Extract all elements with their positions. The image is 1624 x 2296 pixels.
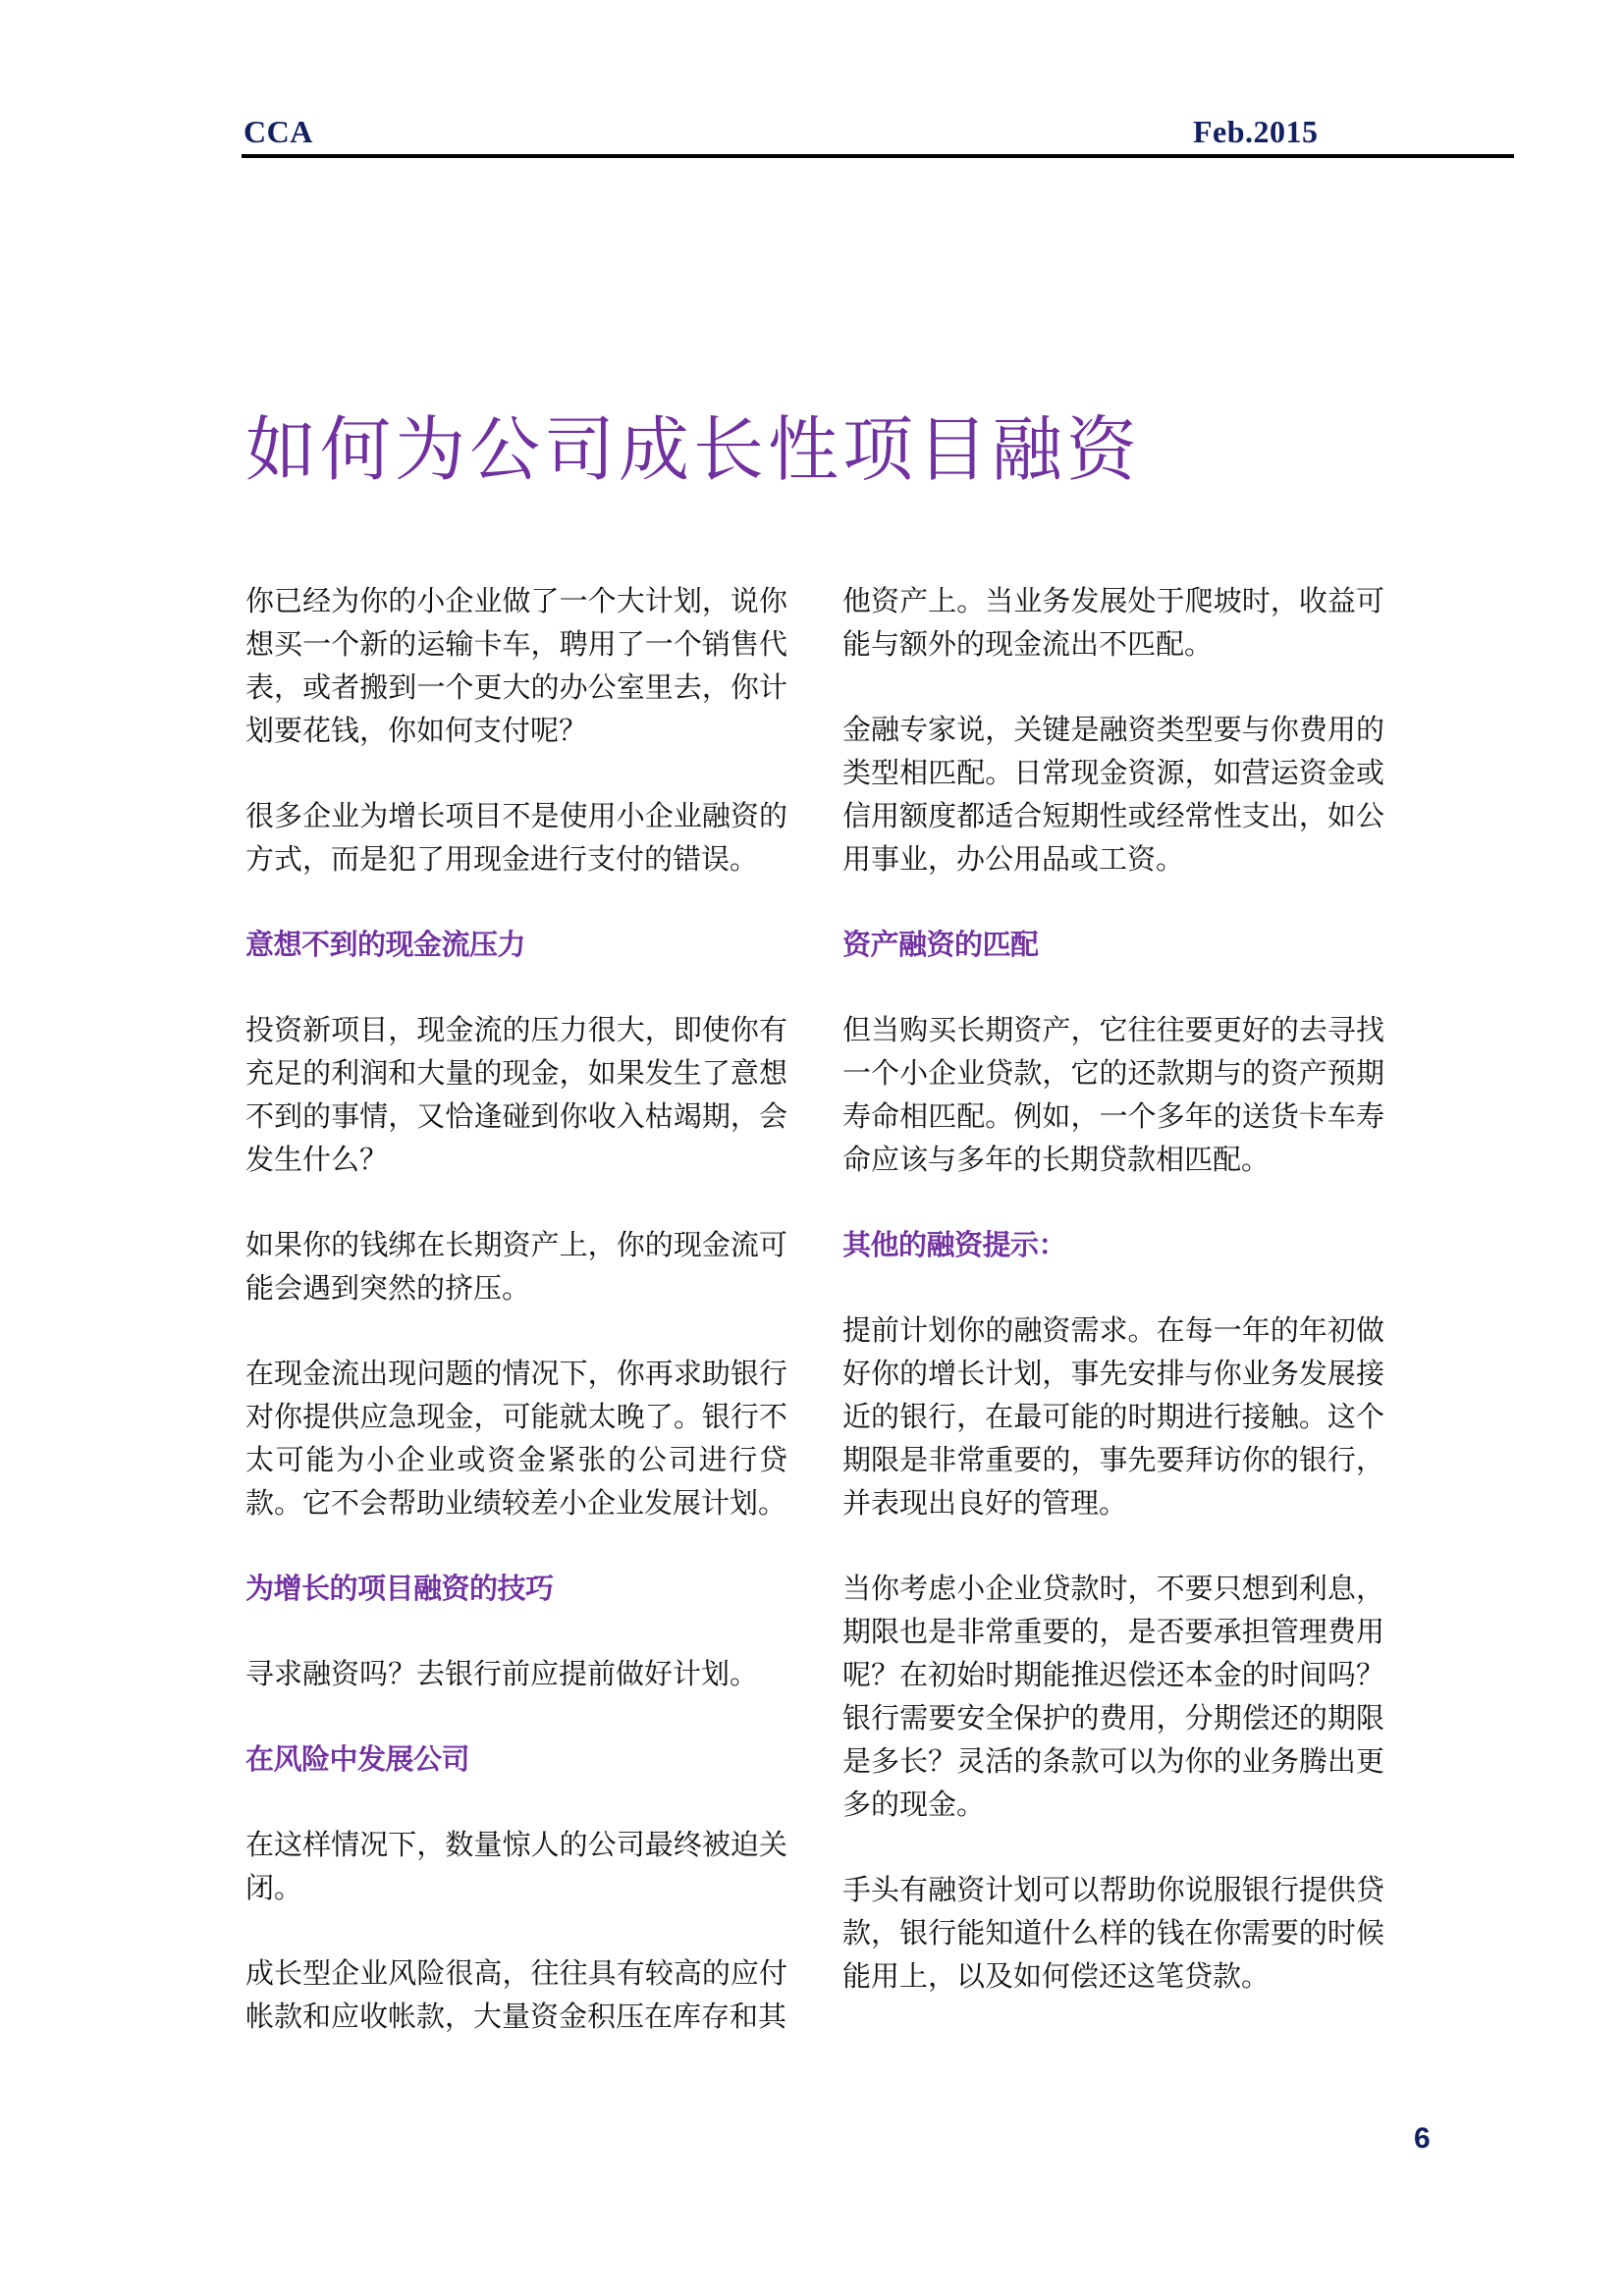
- paragraph: 手头有融资计划可以帮助你说服银行提供贷款，银行能知道什么样的钱在你需要的时候能用上，以及如何偿还这笔贷款。: [842, 1873, 1384, 1993]
- paragraph: 如果你的钱绑在长期资产上，你的现金流可能会遇到突然的挤压。: [245, 1228, 787, 1305]
- paragraph: 金融专家说，关键是融资类型要与你费用的类型相匹配。日常现金资源，如营运资金或信用额度都适合短期性或经常性支出，如公用事业，办公用品或工资。: [842, 713, 1384, 876]
- page-number: 6: [1414, 2122, 1431, 2155]
- section-heading: 在风险中发展公司: [245, 1742, 470, 1776]
- paragraph: 当你考虑小企业贷款时，不要只想到利息，期限也是非常重要的，是否要承担管理费用呢？在初始时期能推迟偿还本金的时间吗？银行需要安全保护的费用，分期偿还的期限是多长？灵活的条款可以为你的业务腾出更多的现金。: [842, 1572, 1384, 1821]
- left-column: [245, 579, 787, 2080]
- section-heading: 资产融资的匹配: [842, 928, 1039, 961]
- paragraph: 寻求融资吗？去银行前应提前做好计划。: [245, 1657, 759, 1690]
- paragraph: 很多企业为增长项目不是使用小企业融资的方式，而是犯了用现金进行支付的错误。: [245, 799, 787, 876]
- paragraph: 在现金流出现问题的情况下，你再求助银行对你提供应急现金，可能就太晚了。银行不太可能为小企业或资金紧张的公司进行贷款。它不会帮助业绩较差小企业发展计划。: [245, 1357, 787, 1520]
- paragraph: 在这样情况下，数量惊人的公司最终被迫关闭。: [245, 1828, 787, 1904]
- header-divider: [242, 154, 1514, 158]
- issue-date: Feb.2015: [1193, 114, 1319, 149]
- section-heading: 为增长的项目融资的技巧: [245, 1572, 554, 1605]
- paragraph: 成长型企业风险很高，往往具有较高的应付帐款和应收帐款，大量资金积压在库存和其: [245, 1956, 787, 2033]
- paragraph: 他资产上。当业务发展处于爬坡时，收益可能与额外的现金流出不匹配。: [842, 584, 1384, 661]
- paragraph: 但当购买长期资产，它往往要更好的去寻找一个小企业贷款，它的还款期与的资产预期寿命相匹配。例如，一个多年的送货卡车寿命应该与多年的长期贷款相匹配。: [842, 1013, 1384, 1176]
- right-column: [842, 579, 1384, 2040]
- section-heading: 意想不到的现金流压力: [245, 928, 526, 961]
- paragraph: 提前计划你的融资需求。在每一年的年初做好你的增长计划，事先安排与你业务发展接近的银行，在最可能的时期进行接触。这个期限是非常重要的，事先要拜访你的银行，并表现出良好的管理。: [842, 1313, 1384, 1520]
- paragraph: 你已经为你的小企业做了一个大计划，说你想买一个新的运输卡车，聘用了一个销售代表，或者搬到一个更大的办公室里去，你计划要花钱，你如何支付呢？: [245, 584, 787, 747]
- page-header: [242, 110, 1514, 159]
- publication-name: CCA: [244, 114, 313, 149]
- section-heading: 其他的融资提示：: [842, 1228, 1067, 1261]
- paragraph: 投资新项目，现金流的压力很大，即使你有充足的利润和大量的现金，如果发生了意想不到的事情，又恰逢碰到你收入枯竭期，会发生什么？: [245, 1013, 787, 1176]
- article-title: 如何为公司成长性项目融资: [245, 408, 1142, 492]
